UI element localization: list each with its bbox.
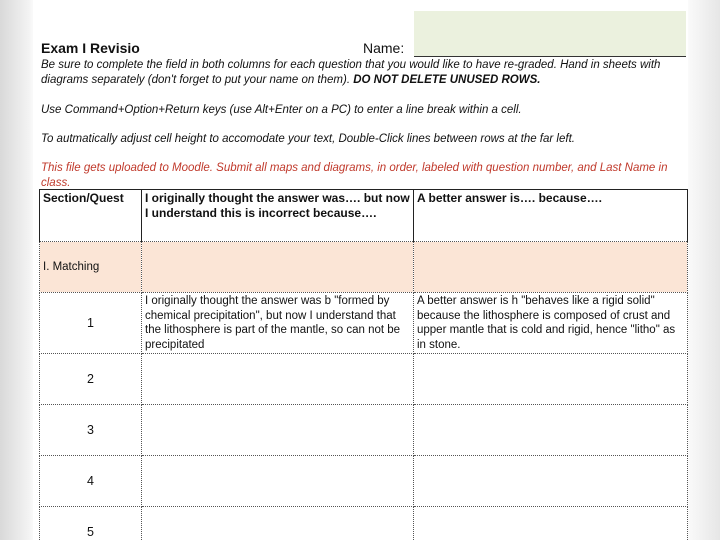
table-row <box>40 354 688 405</box>
header-original-answer[interactable]: I originally thought the answer was…. but now I understand this is incorrect because…. <box>142 190 414 242</box>
header-better-answer[interactable]: A better answer is…. because…. <box>414 190 688 242</box>
exam-title: Exam I Revisio <box>41 40 140 56</box>
original-answer-cell[interactable] <box>142 456 414 507</box>
table-header-row <box>40 190 688 242</box>
original-answer-cell[interactable] <box>142 405 414 456</box>
instruction-line-break: Use Command+Option+Return keys (use Alt+Enter on a PC) to enter a line break within a cell. <box>41 104 522 116</box>
name-label: Name: <box>363 40 405 56</box>
spreadsheet-sheet <box>33 0 688 540</box>
table-row <box>40 507 688 540</box>
instruction-cell-height: To autmatically adjust cell height to accomodate your text, Double-Click lines between rows at the far left. <box>41 133 575 145</box>
instruction-regrade-bold: DO NOT DELETE UNUSED ROWS. <box>353 74 541 86</box>
instruction-upload: This file gets uploaded to Moodle. Submit all maps and diagrams, in order, labeled with question number, and Last Name in class. <box>41 162 668 189</box>
header-section-question[interactable]: Section/Quest <box>40 190 142 242</box>
question-number[interactable]: 2 <box>40 354 142 405</box>
right-gutter <box>688 0 720 540</box>
table-row <box>40 293 688 354</box>
table-row <box>40 456 688 507</box>
original-answer-cell[interactable]: I originally thought the answer was b "formed by chemical precipitation", but now I understand that the lithosphere is part of the mantle, so can not be precipitated <box>142 293 414 354</box>
section-cell-empty[interactable] <box>414 242 688 293</box>
question-number[interactable]: 4 <box>40 456 142 507</box>
original-answer-cell[interactable] <box>142 507 414 540</box>
revision-table <box>39 189 688 540</box>
instruction-regrade <box>41 58 681 88</box>
name-input-cell[interactable] <box>414 11 686 57</box>
section-row-matching <box>40 242 688 293</box>
question-number[interactable]: 5 <box>40 507 142 540</box>
better-answer-cell[interactable] <box>414 354 688 405</box>
question-number[interactable]: 1 <box>40 293 142 354</box>
section-cell-empty[interactable] <box>142 242 414 293</box>
original-answer-cell[interactable] <box>142 354 414 405</box>
better-answer-cell[interactable] <box>414 456 688 507</box>
question-number[interactable]: 3 <box>40 405 142 456</box>
better-answer-cell[interactable] <box>414 507 688 540</box>
section-label[interactable]: I. Matching <box>40 242 142 293</box>
better-answer-cell[interactable]: A better answer is h "behaves like a rigid solid" because the lithosphere is composed of crust and upper mantle that is cold and rigid, hence "litho" as in stone. <box>414 293 688 354</box>
table-row <box>40 405 688 456</box>
better-answer-cell[interactable] <box>414 405 688 456</box>
instruction-regrade-text: Be sure to complete the field in both columns for each question that you would like to have re-graded. Hand in sheets with diagrams separately (don't forget to put your name on them). <box>41 59 661 86</box>
